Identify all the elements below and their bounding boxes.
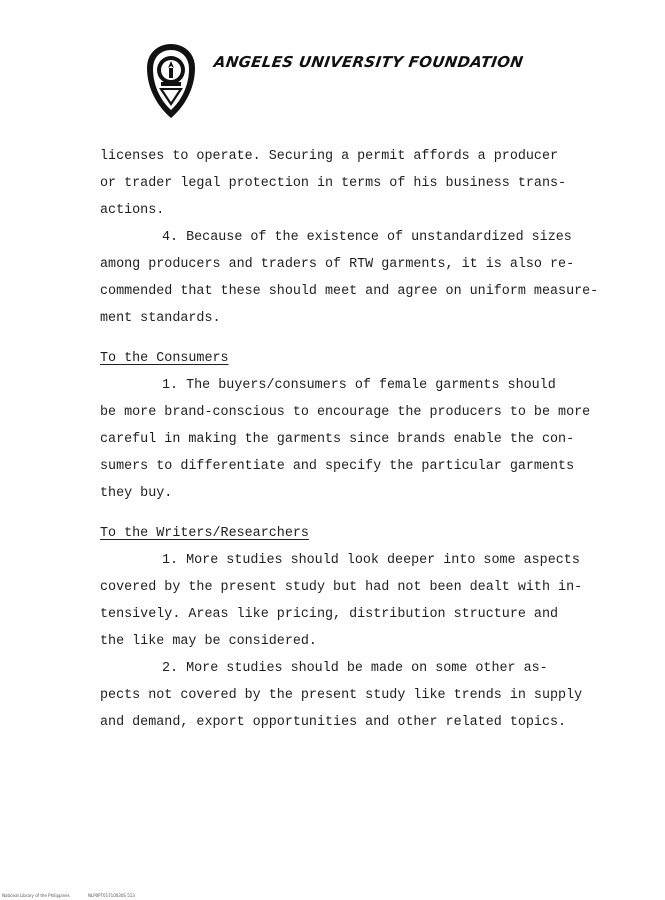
body-line: sumers to differentiate and specify the particular garments — [100, 459, 575, 474]
body-line: 2. More studies should be made on some other as- — [162, 661, 548, 676]
body-line: tensively. Areas like pricing, distribution structure and — [100, 607, 559, 622]
body-line: careful in making the garments since brands enable the con- — [100, 432, 575, 447]
body-line: among producers and traders of RTW garments, it is also re- — [100, 257, 575, 272]
body-line: or trader legal protection in terms of his business trans- — [100, 176, 567, 191]
body-line: 1. The buyers/consumers of female garments should — [162, 378, 556, 393]
body-line: the like may be considered. — [100, 634, 317, 649]
body-line: they buy. — [100, 486, 173, 501]
body-line: ment standards. — [100, 311, 221, 326]
body-line: 4. Because of the existence of unstandardized sizes — [162, 230, 572, 245]
header-title: ANGELES UNIVERSITY FOUNDATION — [212, 53, 525, 71]
footer-document-id: NLP0PT01710030S 513 — [88, 893, 135, 898]
body-line: actions. — [100, 203, 165, 218]
section-heading-consumers: To the Consumers — [100, 351, 229, 366]
body-line: commended that these should meet and agree on uniform measure- — [100, 284, 599, 299]
university-seal-icon — [143, 42, 199, 120]
body-line: covered by the present study but had not been dealt with in- — [100, 580, 583, 595]
body-line: pects not covered by the present study like trends in supply — [100, 688, 583, 703]
body-line: be more brand-conscious to encourage the producers to be more — [100, 405, 591, 420]
section-heading-writers-researchers: To the Writers/Researchers — [100, 526, 309, 541]
body-line: licenses to operate. Securing a permit affords a producer — [100, 149, 559, 164]
body-line: and demand, export opportunities and other related topics. — [100, 715, 567, 730]
body-line: 1. More studies should look deeper into some aspects — [162, 553, 580, 568]
footer-library-label: National Library of the Philippines — [2, 893, 70, 898]
